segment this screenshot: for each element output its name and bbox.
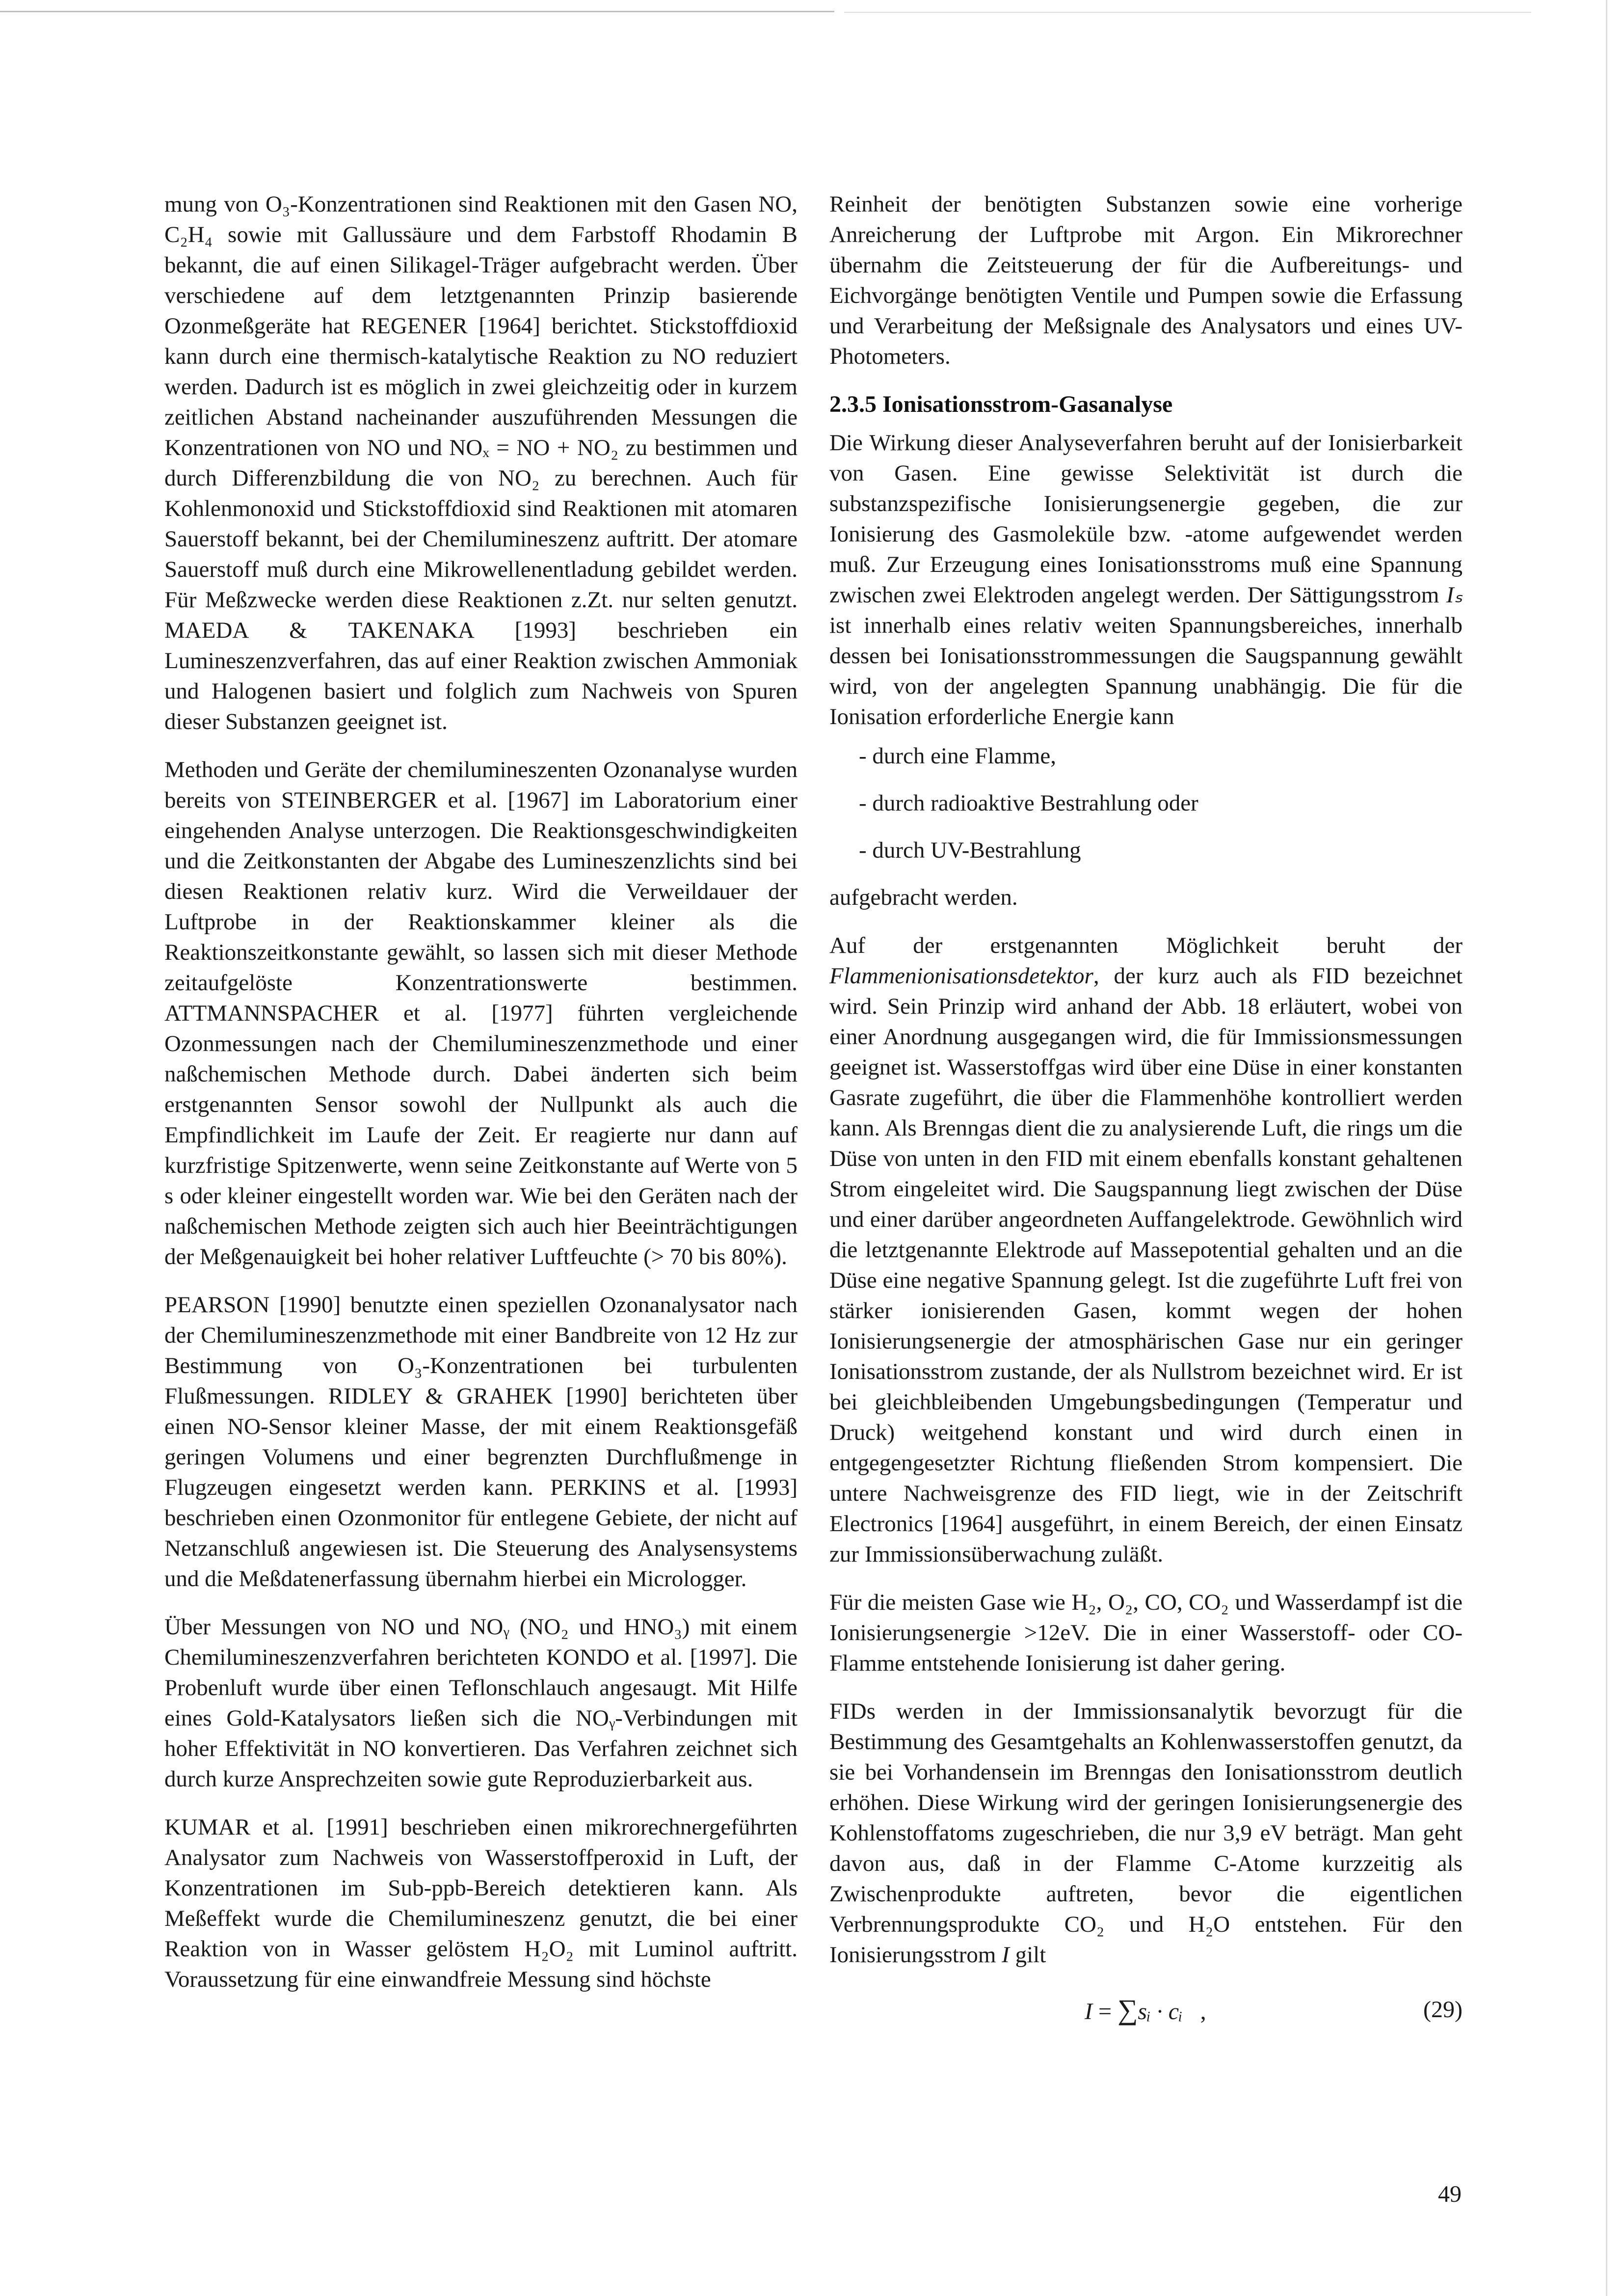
equation-comma: , bbox=[1200, 1999, 1206, 2025]
list-item: - durch eine Flamme, bbox=[859, 743, 1056, 769]
right-paragraph-1: Reinheit der benötigten Substanzen sowie eine vorherige Anreicherung der Luftprobe mit Argon. Ein Mikrorechner übernahm die Zeitsteuerung der für die Aufbereitungs- und Eichvorgänge benötigten Ventile und Pumpen sowie die Erfassung und Verarbeitung der Meßsignale des Analysators und eines UV-Photometers. bbox=[829, 191, 1463, 369]
scan-artifact-top-2 bbox=[844, 12, 1531, 13]
right-column bbox=[829, 189, 1463, 2029]
scan-artifact-top bbox=[0, 11, 834, 12]
right-paragraph-4-text-a: Auf der erstgenannten Möglichkeit beruht der bbox=[829, 933, 1463, 958]
current-symbol: I bbox=[1002, 1942, 1010, 1968]
right-paragraph-6-text-b: gilt bbox=[1009, 1942, 1046, 1968]
list-item: - durch UV-Bestrahlung bbox=[859, 837, 1081, 863]
list-item: - durch radioaktive Bestrahlung oder bbox=[859, 790, 1198, 816]
right-paragraph-2 bbox=[829, 428, 1463, 732]
equation-number: (29) bbox=[1423, 1997, 1463, 2023]
left-paragraph-3: PEARSON [1990] benutzte einen speziellen Ozonanalysator nach der Chemilumineszenzmethode mit einer Bandbreite von 12 Hz zur Bestimmung von O₃-Konzentrationen bei turbulenten Flußmessungen. RIDLEY & GRAHEK [1990] berichteten über einen NO-Sensor kleiner Masse, der mit einem Reaktionsgefäß geringen Volumens und einer begrenzten Durchflußmenge in Flugzeugen eingesetzt werden kann. PERKINS et al. [1993] beschrieben einen Ozonmonitor für entlegene Gebiete, der nicht auf Netzanschluß angewiesen ist. Die Steuerung des Analysensystems und die Meßdatenerfassung übernahm hierbei ein Micrologger. bbox=[164, 1292, 798, 1592]
right-paragraph-2-text-b: ist innerhalb eines relativ weiten Spannungsbereiches, innerhalb dessen bei Ionisationsstrommessungen die Saugspannung gewählt wird, von der angelegten Spannung unabhängig. Die für die Ionisation erforderliche Energie kann bbox=[829, 613, 1463, 729]
right-paragraph-5: Für die meisten Gase wie H₂, O₂, CO, CO₂ und Wasserdampf ist die Ionisierungsenergie >12eV. Die in einer Wasserstoff- oder CO-Flamme entstehende Ionisierung ist daher gering. bbox=[829, 1590, 1463, 1676]
equation-29 bbox=[829, 1995, 1463, 2029]
left-paragraph-2: Methoden und Geräte der chemilumineszenten Ozonanalyse wurden bereits von STEINBERGER et al. [1967] im Laboratorium einer eingehenden Analyse unterzogen. Die Reaktionsgeschwindigkeiten und die Zeitkonstanten der Abgabe des Lumineszenzlichts sind bei diesen Reaktionen relativ kurz. Wird die Verweildauer der Luftprobe in der Reaktionskammer kleiner als die Reaktionszeitkonstante gewählt, so lassen sich mit dieser Methode zeitaufgelöste Konzentrationswerte bestimmen. ATTMANNSPACHER et al. [1977] führten vergleichende Ozonmessungen nach der Chemilumineszenzmethode und einer naßchemischen Methode durch. Dabei änderten sich beim erstgenannten Sensor sowohl der Nullpunkt als auch die Empfindlichkeit im Laufe der Zeit. Er reagierte nur dann auf kurzfristige Spitzenwerte, wenn seine Zeitkonstante auf Werte von 5 s oder kleiner eingestellt worden war. Wie bei den Geräten nach der naßchemischen Methode zeigten sich auch hier Beeinträchtigungen der Meßgenauigkeit bei hoher relativer Luftfeuchte (> 70 bis 80%). bbox=[164, 757, 798, 1270]
ionisation-methods-list bbox=[829, 741, 1463, 865]
right-paragraph-6-text-a: FIDs werden in der Immissionsanalytik bevorzugt für die Bestimmung des Gesamtgehalts an Kohlenwasserstoffen genutzt, da sie bei Vorhandensein im Brenngas den Ionisationsstrom deutlich erhöhen. Diese Wirkung wird der geringen Ionisierungsenergie des Kohlenstoffatoms zugeschrieben, die nur 3,9 eV beträgt. Man geht davon aus, daß in der Flamme C-Atome kurzzeitig als Zwischenprodukte auftreten, bevor die eigentlichen Verbrennungsprodukte CO₂ und H₂O entstehen. Für den Ionisierungsstrom bbox=[829, 1699, 1463, 1968]
right-paragraph-4-text-b: , der kurz auch als FID bezeichnet wird. Sein Prinzip wird anhand der Abb. 18 erläutert, wobei von einer Anordnung ausgegangen wird, die für Immissionsmessungen geeignet ist. Wasserstoffgas wird über eine Düse in einer konstanten Gasrate zugeführt, die über die Flammenhöhe kontrolliert werden kann. Als Brenngas dient die zu analysierende Luft, die rings um die Düse von unten in den FID mit einem ebenfalls konstant gehaltenen Strom eingeleitet wird. Die Saugspannung liegt zwischen der Düse und einer darüber angeordneten Auffangelektrode. Gewöhnlich wird die letztgenannte Elektrode auf Massepotential gehalten und an die Düse eine negative Spannung gelegt. Ist die zugeführte Luft frei von stärker ionisierenden Gasen, kommt wegen der hohen Ionisierungsenergie der atmosphärischen Gase nur ein geringer Ionisationsstrom zustande, der als Nullstrom bezeichnet wird. Er ist bei gleichbleibenden Umgebungsbedingungen (Temperatur und Druck) weitgehend konstant und wird durch einen in entgegengesetzter Richtung fließenden Strom kompensiert. Die untere Nachweisgrenze des FID liegt, wie in der Zeitschrift Electronics [1964] ausgeführt, in einem Bereich, der einen Einsatz zur Immissionsüberwachung zuläßt. bbox=[829, 963, 1463, 1567]
right-paragraph-2-text-a: Die Wirkung dieser Analyseverfahren beruht auf der Ionisierbarkeit von Gasen. Eine gewisse Selektivität ist durch die substanzspezifische Ionisierungsenergie gegeben, die zur Ionisierung des Gasmoleküle bzw. -atome aufgewendet werden muß. Zur Erzeugung eines Ionisationsstroms muß eine Spannung zwischen zwei Elektroden angelegt werden. Der Sättigungsstrom bbox=[829, 430, 1463, 608]
saturation-current-symbol: Iₛ bbox=[1446, 582, 1463, 608]
left-column bbox=[164, 189, 798, 1995]
right-paragraph-4 bbox=[829, 930, 1463, 1569]
equation-rhs: sᵢ · cᵢ bbox=[1138, 1999, 1183, 2025]
equation-equals: = bbox=[1098, 1999, 1112, 2025]
left-paragraph-1: mung von O₃-Konzentrationen sind Reaktionen mit den Gasen NO, C₂H₄ sowie mit Gallussäure und dem Farbstoff Rhodamin B bekannt, die auf einen Silikagel-Träger aufgebracht werden. Über verschiedene auf dem letztgenannten Prinzip basierende Ozonmeßgeräte hat REGENER [1964] berichtet. Stickstoffdioxid kann durch eine thermisch-katalytische Reaktion zu NO reduziert werden. Dadurch ist es möglich in zwei gleichzeitig oder in kurzem zeitlichen Abstand nacheinander auszuführenden Messungen die Konzentrationen von NO und NOₓ = NO + NO₂ zu bestimmen und durch Differenzbildung die von NO₂ zu berechnen. Auch für Kohlenmonoxid und Stickstoffdioxid sind Reaktionen mit atomaren Sauerstoff bekannt, bei der Chemilumineszenz auftritt. Der atomare Sauerstoff muß durch eine Mikrowellenentladung gebildet werden. Für Meßzwecke werden diese Reaktionen z.Zt. nur selten genutzt. MAEDA & TAKENAKA [1993] beschrieben ein Lumineszenzverfahren, das auf einer Reaktion zwischen Ammoniak und Halogenen basiert und folglich zum Nachweis von Spuren dieser Substanzen geeignet ist. bbox=[164, 191, 798, 734]
equation-body bbox=[1085, 1995, 1206, 2027]
section-heading: 2.3.5 Ionisationsstrom-Gasanalyse bbox=[829, 391, 1173, 417]
right-paragraph-6 bbox=[829, 1696, 1463, 1970]
right-paragraph-3: aufgebracht werden. bbox=[829, 885, 1018, 910]
scan-artifact-edge bbox=[1606, 0, 1607, 2296]
fid-term: Flammenionisationsdetektor bbox=[829, 963, 1093, 989]
left-paragraph-4: Über Messungen von NO und NOᵧ (NO₂ und HNO₃) mit einem Chemilumineszenzverfahren berichteten KONDO et al. [1997]. Die Probenluft wurde über einen Teflonschlauch angesaugt. Mit Hilfe eines Gold-Katalysators ließen sich die NOᵧ-Verbindungen mit hoher Effektivität in NO konvertieren. Das Verfahren zeichnet sich durch kurze Ansprechzeiten sowie gute Reproduzierbarkeit aus. bbox=[164, 1614, 798, 1792]
left-paragraph-5: KUMAR et al. [1991] beschrieben einen mikrorechnergeführten Analysator zum Nachweis von Wasserstoffperoxid in Luft, der Konzentrationen im Sub-ppb-Bereich detektieren kann. Als Meßeffekt wurde die Chemilumineszenz genutzt, die bei einer Reaktion von in Wasser gelöstem H₂O₂ mit Luminol auftritt. Voraussetzung für eine einwandfreie Messung sind höchste bbox=[164, 1814, 798, 1992]
sum-symbol: ∑ bbox=[1117, 1994, 1138, 2026]
page-number: 49 bbox=[1438, 2181, 1462, 2207]
equation-lhs: I bbox=[1085, 1999, 1092, 2025]
